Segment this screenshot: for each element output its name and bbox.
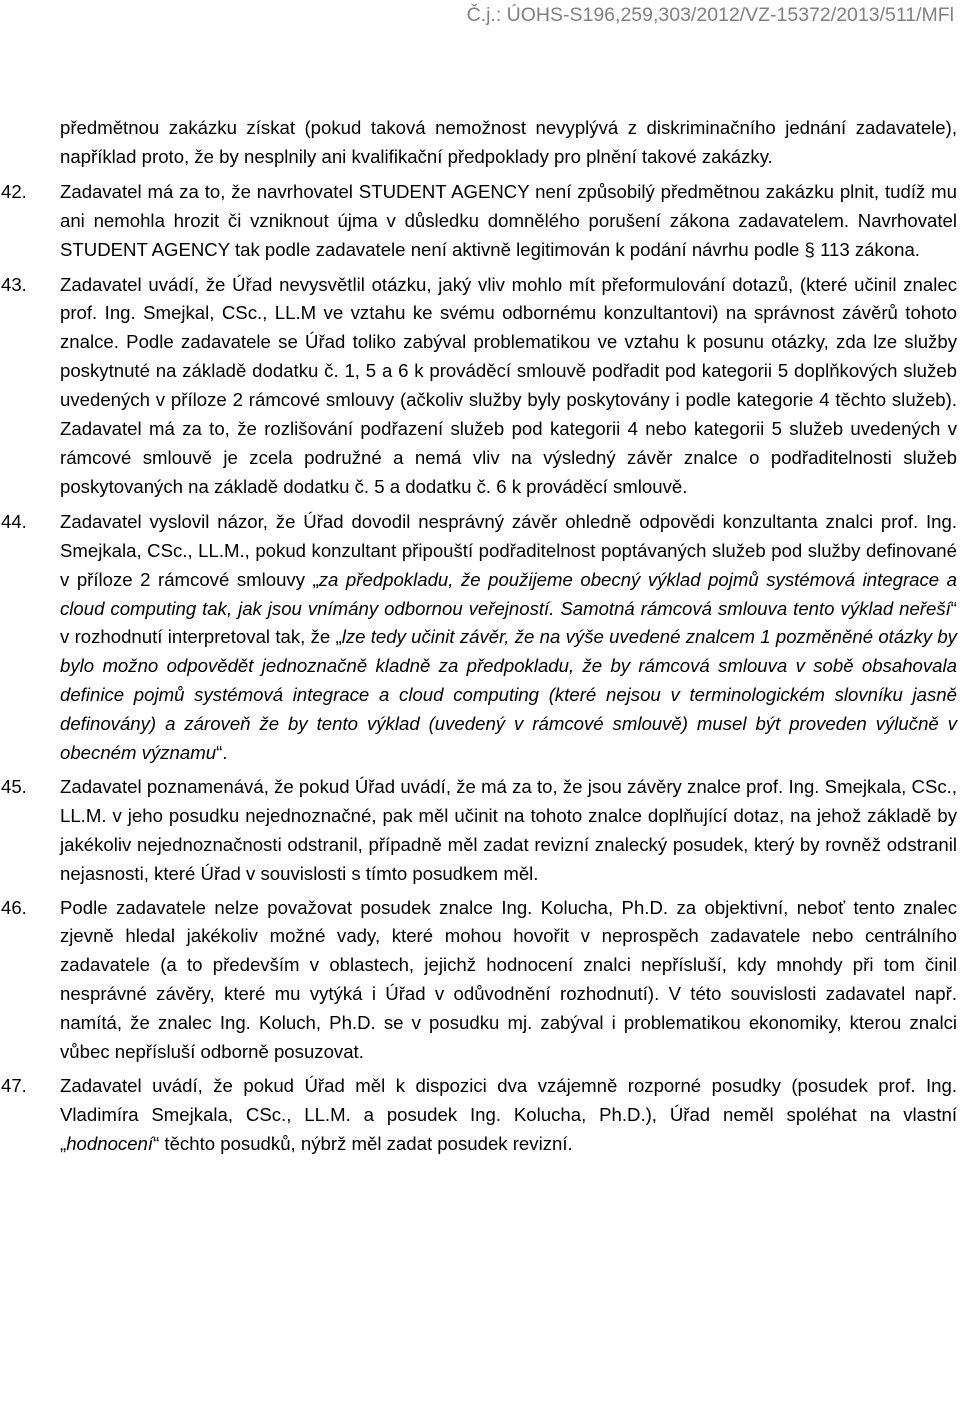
paragraph-text: Podle zadavatele nelze považovat posudek znalce Ing. Kolucha, Ph.D. za objektivní, neboť tento znalec zjevně hledal jakékoliv možné vady, které mohou hovořit v neprospěch zadavatele nebo centrálního zadavatele (a to především v oblastech, jejichž hodnocení znalci nepřísluší, kdy mnohdy při tom činil nesprávné závěry, které mu vytýká i Úřad v odůvodnění rozhodnutí). V této souvislosti zadavatel např. namítá, že znalec Ing. Koluch, Ph.D. se v posudku mj. zabýval i problematikou ekonomiky, kterou znalci vůbec nepřísluší odborně posuzovat. (60, 896, 957, 1063)
plain-text: Zadavatel uvádí, že pokud Úřad měl k dispozici dva vzájemně rozporné posudky (posudek prof. Ing. Vladimíra Smejkala, CSc., LL.M. a posudek Ing. Kolucha, Ph.D.), Úřad neměl spoléhat na vlastní „ (60, 1075, 957, 1154)
paragraph-text: Zadavatel poznamenává, že pokud Úřad uvádí, že má za to, že jsou závěry znalce prof. Ing. Smejkala, CSc., LL.M. v jeho posudku nejednoznačné, pak měl učinit na tohoto znalce doplňující dotaz, na jehož základě by jakékoliv nejednoznačnosti odstranil, případně měl zadat revizní znalecký posudek, který by rovněž odstranil nejasnosti, které Úřad v souvislosti s tímto posudkem měl. (60, 775, 957, 884)
paragraph-text (60, 508, 957, 768)
plain-text: “. (216, 742, 228, 764)
paragraph-number: 43. (1, 273, 27, 295)
italic-quote: lze tedy učinit závěr, že na výše uvedené znalcem 1 pozměněné otázky by bylo možno odpovědět jednoznačně kladně za předpokladu, že by rámcová smlouva v sobě obsahovala definice pojmů systémová integrace a cloud computing (které nejsou v terminologickém slovníku jasně definovány) a zároveň že by tento výklad (uvedený v rámcové smlouvě) musel být proveden výlučně v obecném významu (60, 626, 957, 764)
paragraph-number: 47. (1, 1075, 27, 1096)
italic-quote: za předpokladu, že použijeme obecný výklad pojmů systémová integrace a cloud computing tak, jak jsou vnímány odbornou veřejností. Samotná rámcová smlouva tento výklad neřeší (60, 568, 957, 619)
paragraph-number: 42. (1, 180, 27, 202)
paragraph-number: 45. (1, 775, 27, 797)
paragraph-text (60, 1072, 957, 1159)
plain-text: Zadavatel vyslovil názor, že Úřad dovodil nesprávný závěr ohledně odpovědi konzultanta znalci prof. Ing. Smejkala, CSc., LL.M., pokud konzultant připouští podřaditelnost poptávaných služeb pod služby definované v příloze 2 rámcové smlouvy „ (60, 510, 957, 590)
paragraph-46 (1, 894, 957, 1067)
plain-text: “ v rozhodnutí interpretoval tak, že „ (60, 597, 957, 648)
plain-text: “ těchto posudků, nýbrž měl zadat posudek revizní. (153, 1132, 573, 1154)
paragraph-number: 44. (1, 510, 27, 532)
paragraph-43 (1, 271, 957, 502)
intro-paragraph: předmětnou zakázku získat (pokud taková nemožnost nevyplývá z diskriminačního jednání zadavatele), například proto, že by nesplnily ani kvalifikační předpoklady pro plnění takové zakázky. (60, 117, 957, 167)
paragraph-47 (1, 1072, 957, 1159)
italic-quote: hodnocení (66, 1132, 154, 1154)
document-body (1, 114, 957, 1159)
paragraph-text: Zadavatel má za to, že navrhovatel STUDENT AGENCY není způsobilý předmětnou zakázku plnit, tudíž mu ani nemohla hrozit či vzniknout újma v důsledku domnělého porušení zákona zadavatelem. Navrhovatel STUDENT AGENCY tak podle zadavatele není aktivně legitimován k podání návrhu podle § 113 zákona. (60, 180, 957, 260)
paragraph-44 (1, 508, 957, 768)
paragraph-text: Zadavatel uvádí, že Úřad nevysvětlil otázku, jaký vliv mohlo mít přeformulování dotazů, (které učinil znalec prof. Ing. Smejkal, CSc., LL.M ve vztahu ke svému odbornému konzultantovi) na správnost závěrů tohoto znalce. Podle zadavatele se Úřad toliko zabýval problematikou ve vztahu k posunu otázky, zda lze služby poskytnuté na základě dodatku č. 1, 5 a 6 k prováděcí smlouvě podřadit pod kategorii 5 doplňkových služeb uvedených v příloze 2 rámcové smlouvy (ačkoliv služby byly poskytovány i podle kategorie 4 těchto služeb). Zadavatel má za to, že rozlišování podřazení služeb pod kategorii 4 nebo kategorii 5 služeb uvedených v rámcové smlouvě je zcela podružné a nemá vliv na výsledný závěr znalce o podřaditelnosti služeb poskytovaných na základě dodatku č. 5 a dodatku č. 6 k prováděcí smlouvě. (60, 273, 957, 497)
paragraph-45 (1, 773, 957, 889)
document-reference: Č.j.: ÚOHS-S196,259,303/2012/VZ-15372/2013/511/MFl (466, 4, 954, 26)
paragraph-42 (1, 178, 957, 265)
paragraph-number: 46. (1, 896, 27, 918)
